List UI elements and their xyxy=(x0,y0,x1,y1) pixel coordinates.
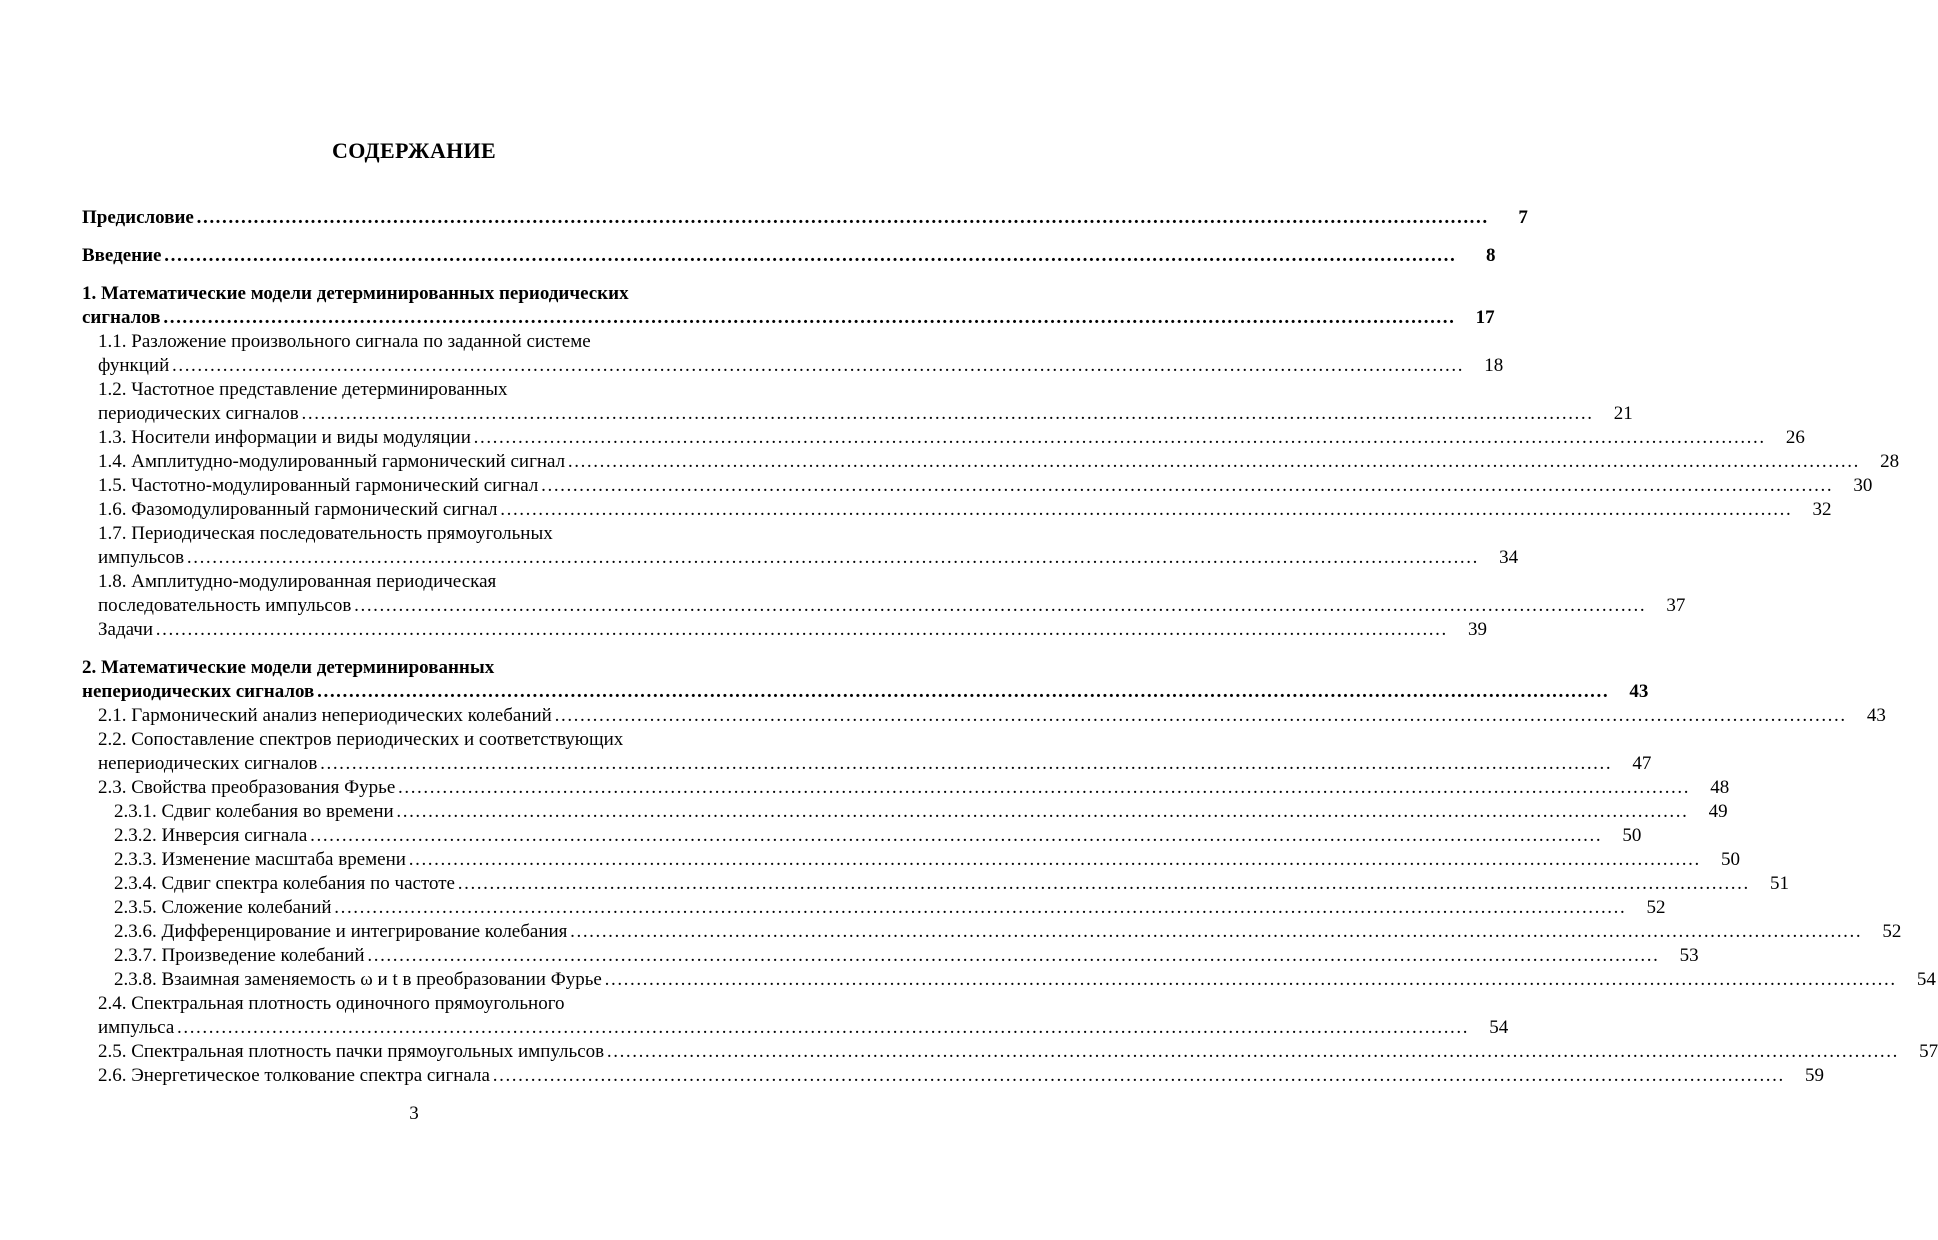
toc-entry xyxy=(82,848,1740,872)
toc-entry-line xyxy=(98,330,742,354)
toc-page-number: 17 xyxy=(1475,307,1495,328)
toc-entry-line-last xyxy=(114,824,1642,848)
toc-entry-title: 2.3.8. Взаимная заменяемость ω и t в преобразовании Фурье xyxy=(114,969,602,990)
toc-entry xyxy=(82,824,1642,848)
toc-leader-dots: …………………………………………………………………………………………………………………………………………………………………………………… xyxy=(309,825,1602,846)
toc-entry-line-last xyxy=(98,1016,1509,1040)
toc-entry-title: 1.6. Фазомодулированный гармонический сигнал xyxy=(98,499,498,520)
toc-entry xyxy=(82,1064,1824,1088)
toc-page-number: 26 xyxy=(1785,427,1805,448)
toc-entry xyxy=(82,968,1936,992)
toc-entry xyxy=(82,776,1730,800)
toc-entry-title: 1.8. Амплитудно-модулированная периодическая xyxy=(98,571,497,592)
toc-page-number: 52 xyxy=(1882,921,1902,942)
toc-entry-line-last xyxy=(98,618,1488,642)
toc-entry-title: последовательность импульсов xyxy=(98,595,352,616)
toc-entry-line-last xyxy=(98,752,1652,776)
toc-entry-title: 2.3. Свойства преобразования Фурье xyxy=(98,777,396,798)
toc-page-number: 18 xyxy=(1484,355,1504,376)
toc-leader-dots: …………………………………………………………………………………………………………………………………………………………………………………… xyxy=(162,307,1455,328)
toc-entry-line xyxy=(98,570,742,594)
toc-leader-dots: …………………………………………………………………………………………………………………………………………………………………………………… xyxy=(195,207,1488,228)
toc-entry xyxy=(82,244,1496,268)
toc-page-number: 43 xyxy=(1629,681,1649,702)
toc-leader-dots: …………………………………………………………………………………………………………………………………………………………………………………… xyxy=(163,245,1456,266)
toc-entry xyxy=(82,522,1519,570)
toc-entry-title: 1.4. Амплитудно-модулированный гармонический сигнал xyxy=(98,451,566,472)
toc-entry-title: 1.2. Частотное представление детерминированных xyxy=(98,379,508,400)
toc-page-number: 47 xyxy=(1632,753,1652,774)
toc-page-number: 34 xyxy=(1499,547,1519,568)
toc-page-number: 59 xyxy=(1804,1065,1824,1086)
toc-entry xyxy=(82,426,1805,450)
toc-entry xyxy=(82,992,1509,1040)
toc-entry-title: 2.3.4. Сдвиг спектра колебания по частоте xyxy=(114,873,455,894)
toc-entry-line-last xyxy=(98,594,1686,618)
page-number: 3 xyxy=(409,1103,419,1124)
toc-page-number: 51 xyxy=(1770,873,1789,894)
page-title: СОДЕРЖАНИЕ xyxy=(332,138,496,163)
toc-entry-line xyxy=(98,992,742,1016)
toc-leader-dots: …………………………………………………………………………………………………………………………………………………………………………………… xyxy=(499,499,1792,520)
toc-entry-line xyxy=(82,282,742,306)
toc-entry xyxy=(82,474,1873,498)
toc-entry-title: 2.1. Гармонический анализ непериодических колебаний xyxy=(98,705,552,726)
toc-leader-dots: …………………………………………………………………………………………………………………………………………………………………………………… xyxy=(603,969,1896,990)
toc-entry-line-last xyxy=(114,968,1936,992)
toc-entry-title: 1.3. Носители информации и виды модуляции xyxy=(98,427,471,448)
toc-page-number: 43 xyxy=(1866,705,1886,726)
toc-entry-line xyxy=(98,522,742,546)
toc-entry-title: 2.2. Сопоставление спектров периодических и соответствующих xyxy=(98,729,624,750)
toc-leader-dots: …………………………………………………………………………………………………………………………………………………………………………………… xyxy=(176,1017,1469,1038)
toc-page-number: 7 xyxy=(1518,207,1528,228)
toc-entry-title: 2.3.2. Инверсия сигнала xyxy=(114,825,308,846)
toc-entry-line-last xyxy=(82,306,1495,330)
toc-page-number: 39 xyxy=(1468,619,1488,640)
toc-entry-title: 2.6. Энергетическое толкование спектра сигнала xyxy=(98,1065,490,1086)
toc-entry-line-last xyxy=(98,1064,1824,1088)
toc-leader-dots: …………………………………………………………………………………………………………………………………………………………………………………… xyxy=(353,595,1646,616)
toc-entry xyxy=(82,330,1504,378)
toc-entry-line xyxy=(98,378,742,402)
toc-entry-title: 2. Математические модели детерминированных xyxy=(82,657,495,678)
toc-entry-line-last xyxy=(98,474,1873,498)
table-of-contents xyxy=(82,206,1938,1088)
toc-entry-title: Предисловие xyxy=(82,207,194,228)
toc-page-number: 50 xyxy=(1720,849,1740,870)
toc-entry xyxy=(82,1040,1938,1064)
toc-entry xyxy=(82,800,1728,824)
toc-leader-dots: …………………………………………………………………………………………………………………………………………………………………………………… xyxy=(171,355,1464,376)
toc-entry-line-last xyxy=(114,944,1699,968)
toc-leader-dots: …………………………………………………………………………………………………………………………………………………………………………………… xyxy=(395,801,1688,822)
toc-entry-title: 2.5. Спектральная плотность пачки прямоугольных импульсов xyxy=(98,1041,605,1062)
toc-entry-line-last xyxy=(98,546,1519,570)
toc-entry xyxy=(82,450,1900,474)
toc-leader-dots: …………………………………………………………………………………………………………………………………………………………………………………… xyxy=(397,777,1690,798)
toc-entry-line-last xyxy=(114,800,1728,824)
toc-entry-title: 2.3.7. Произведение колебаний xyxy=(114,945,365,966)
toc-entry-line-last xyxy=(98,498,1832,522)
toc-entry-title: 2.3.5. Сложение колебаний xyxy=(114,897,332,918)
toc-page-number: 32 xyxy=(1812,499,1832,520)
toc-entry xyxy=(82,618,1488,642)
toc-leader-dots: …………………………………………………………………………………………………………………………………………………………………………………… xyxy=(457,873,1749,894)
toc-entry-line-last xyxy=(114,848,1740,872)
toc-page-number: 54 xyxy=(1916,969,1936,990)
toc-entry-title: Введение xyxy=(82,245,162,266)
toc-entry xyxy=(82,944,1699,968)
toc-leader-dots: …………………………………………………………………………………………………………………………………………………………………………………… xyxy=(606,1041,1899,1062)
toc-entry-line-last xyxy=(98,704,1886,728)
toc-entry-line-last xyxy=(98,1040,1938,1064)
toc-entry xyxy=(82,206,1528,230)
toc-entry-line-last xyxy=(114,920,1902,944)
toc-entry-title: Задачи xyxy=(98,619,154,640)
toc-entry xyxy=(82,378,1633,426)
toc-entry-line-last xyxy=(82,206,1528,230)
toc-entry-line xyxy=(82,656,742,680)
toc-entry-title: 2.3.1. Сдвиг колебания во времени xyxy=(114,801,394,822)
toc-page-number: 28 xyxy=(1880,451,1900,472)
toc-page-number: 57 xyxy=(1919,1041,1938,1062)
toc-leader-dots: …………………………………………………………………………………………………………………………………………………………………………………… xyxy=(319,753,1612,774)
toc-leader-dots: …………………………………………………………………………………………………………………………………………………………………………………… xyxy=(569,921,1862,942)
toc-leader-dots: …………………………………………………………………………………………………………………………………………………………………………………… xyxy=(491,1065,1784,1086)
toc-entry xyxy=(82,656,1649,704)
toc-entry-title: 1.1. Разложение произвольного сигнала по заданной системе xyxy=(98,331,591,352)
toc-page-number: 52 xyxy=(1646,897,1666,918)
toc-entry-title: непериодических сигналов xyxy=(82,681,315,702)
toc-entry xyxy=(82,872,1789,896)
toc-leader-dots: …………………………………………………………………………………………………………………………………………………………………………………… xyxy=(300,403,1593,424)
toc-leader-dots: …………………………………………………………………………………………………………………………………………………………………………………… xyxy=(366,945,1659,966)
toc-leader-dots: …………………………………………………………………………………………………………………………………………………………………………………… xyxy=(407,849,1700,870)
toc-entry-title: импульса xyxy=(98,1017,175,1038)
toc-entry-line-last xyxy=(98,450,1900,474)
toc-entry-title: функций xyxy=(98,355,170,376)
toc-entry-line-last xyxy=(98,354,1504,378)
toc-entry-title: 2.3.6. Дифференцирование и интегрирование колебания xyxy=(114,921,568,942)
toc-entry-line-last xyxy=(114,872,1789,896)
toc-leader-dots: …………………………………………………………………………………………………………………………………………………………………………………… xyxy=(540,475,1833,496)
toc-page-number: 53 xyxy=(1679,945,1699,966)
toc-entry xyxy=(82,570,1686,618)
toc-page-number: 50 xyxy=(1622,825,1642,846)
toc-entry-title: сигналов xyxy=(82,307,161,328)
toc-entry-line-last xyxy=(82,244,1496,268)
toc-leader-dots: …………………………………………………………………………………………………………………………………………………………………………………… xyxy=(186,547,1479,568)
toc-page-number: 54 xyxy=(1489,1017,1509,1038)
toc-leader-dots: …………………………………………………………………………………………………………………………………………………………………………………… xyxy=(567,451,1860,472)
toc-entry-title: импульсов xyxy=(98,547,185,568)
toc-page-number: 48 xyxy=(1710,777,1730,798)
toc-entry-title: непериодических сигналов xyxy=(98,753,318,774)
toc-entry-title: 1. Математические модели детерминированных периодических xyxy=(82,283,629,304)
toc-entry-line xyxy=(98,728,742,752)
toc-entry xyxy=(82,282,1495,330)
toc-entry xyxy=(82,896,1666,920)
toc-page-number: 37 xyxy=(1666,595,1686,616)
toc-entry-title: 1.7. Периодическая последовательность прямоугольных xyxy=(98,523,553,544)
toc-entry-line-last xyxy=(114,896,1666,920)
toc-entry-title: периодических сигналов xyxy=(98,403,299,424)
toc-page-number: 30 xyxy=(1853,475,1873,496)
toc-page-number: 8 xyxy=(1486,245,1496,266)
toc-leader-dots: …………………………………………………………………………………………………………………………………………………………………………………… xyxy=(155,619,1448,640)
toc-entry xyxy=(82,728,1652,776)
toc-page-number: 21 xyxy=(1613,403,1633,424)
toc-leader-dots: …………………………………………………………………………………………………………………………………………………………………………………… xyxy=(316,681,1609,702)
toc-entry xyxy=(82,498,1832,522)
toc-entry-title: 2.3.3. Изменение масштаба времени xyxy=(114,849,406,870)
toc-page-number: 49 xyxy=(1708,801,1728,822)
toc-leader-dots: …………………………………………………………………………………………………………………………………………………………………………………… xyxy=(553,705,1846,726)
toc-entry xyxy=(82,704,1886,728)
toc-entry xyxy=(82,920,1902,944)
toc-leader-dots: …………………………………………………………………………………………………………………………………………………………………………………… xyxy=(472,427,1765,448)
toc-entry-title: 2.4. Спектральная плотность одиночного прямоугольного xyxy=(98,993,565,1014)
toc-entry-line-last xyxy=(82,680,1649,704)
toc-entry-line-last xyxy=(98,776,1730,800)
toc-entry-line-last xyxy=(98,426,1805,450)
toc-entry-line-last xyxy=(98,402,1633,426)
toc-leader-dots: …………………………………………………………………………………………………………………………………………………………………………………… xyxy=(333,897,1626,918)
toc-entry-title: 1.5. Частотно-модулированный гармонический сигнал xyxy=(98,475,539,496)
